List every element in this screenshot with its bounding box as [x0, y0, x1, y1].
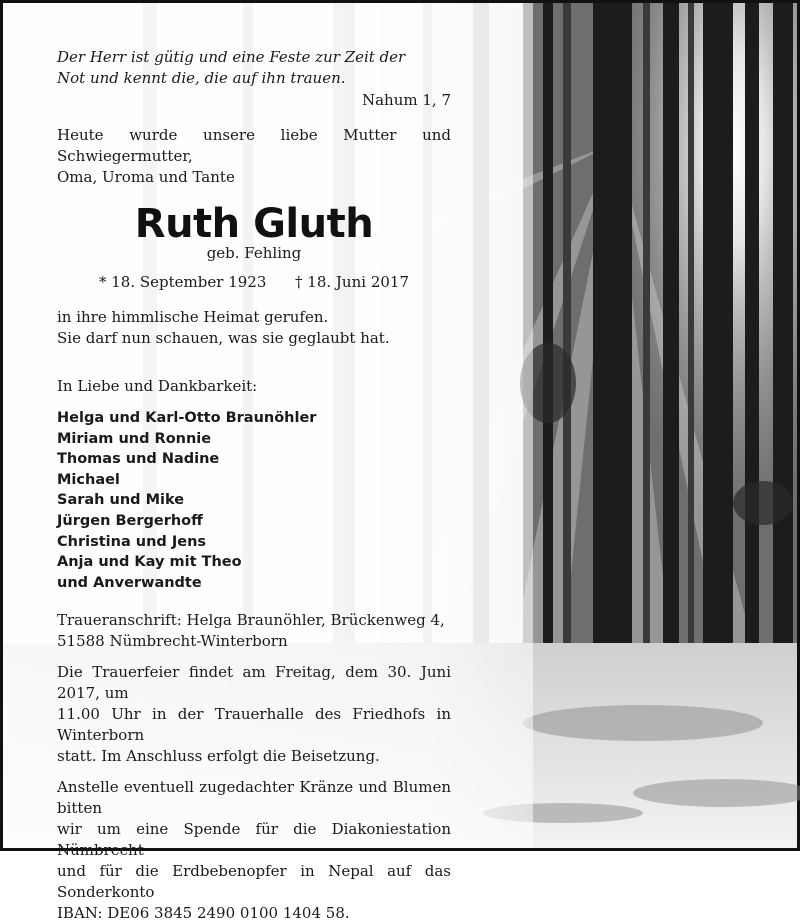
heaven-line-2: Sie darf nun schauen, was sie geglaubt hat.: [57, 329, 390, 347]
intro-line-1: Heute wurde unsere liebe Mutter und Schwiegermutter,: [57, 126, 451, 165]
life-dates: [57, 272, 451, 293]
mourner: Helga und Karl-Otto Braunöhler: [57, 410, 317, 426]
heaven-text: [57, 307, 451, 349]
funeral-line-3: statt. Im Anschluss erfolgt die Beisetzung.: [57, 747, 380, 766]
funeral-info: [57, 662, 451, 767]
thanks-heading: In Liebe und Dankbarkeit:: [57, 377, 258, 395]
mourner: Miriam und Ronnie: [57, 430, 212, 447]
bible-verse-line-1: Der Herr ist gütig und eine Feste zur Zeit der: [57, 48, 406, 66]
intro-text: [57, 125, 451, 188]
mourner: Christina und Jens: [57, 533, 207, 550]
mourner: Sarah und Mike: [57, 492, 185, 509]
deceased-name: Ruth Gluth: [134, 201, 374, 247]
funeral-line-2: 11.00 Uhr in der Trauerhalle des Friedhofs in Winterborn: [57, 705, 451, 745]
donation-line-4: IBAN: DE06 3845 2490 0100 1404 58.: [57, 904, 350, 923]
birth-date: * 18. September 1923: [99, 273, 267, 291]
intro-line-2: Oma, Uroma und Tante: [57, 168, 235, 186]
notice-text: [57, 47, 451, 924]
death-date: † 18. Juni 2017: [295, 273, 409, 291]
funeral-line-1: Die Trauerfeier findet am Freitag, dem 30. Juni 2017, um: [57, 663, 451, 703]
donation-line-1: Anstelle eventuell zugedachter Kränze und Blumen bitten: [57, 778, 451, 818]
donation-line-3: und für die Erdbebenopfer in Nepal auf das Sonderkonto: [57, 862, 451, 902]
bible-verse-line-2: Not und kennt die, die auf ihn trauen.: [57, 69, 346, 87]
maiden-name: geb. Fehling: [206, 244, 302, 262]
mourner: Thomas und Nadine: [57, 451, 220, 468]
mourning-address: [57, 610, 451, 652]
mourners-list: [57, 408, 451, 593]
mourner: Anja und Kay mit Theo: [57, 554, 242, 571]
heaven-line-1: in ihre himmlische Heimat gerufen.: [57, 308, 329, 326]
address-line-2: 51588 Nümbrecht-Winterborn: [57, 632, 288, 651]
bible-reference: Nahum 1, 7: [361, 91, 451, 109]
address-line-1: Traueranschrift: Helga Braunöhler, Brückenweg 4,: [57, 611, 445, 630]
donation-line-2: wir um eine Spende für die Diakoniestation Nümbrecht: [57, 820, 451, 860]
mourner: Michael: [57, 471, 120, 488]
donation-info: [57, 777, 451, 924]
mourner: Jürgen Bergerhoff: [57, 512, 203, 529]
mourner: und Anverwandte: [57, 574, 202, 591]
